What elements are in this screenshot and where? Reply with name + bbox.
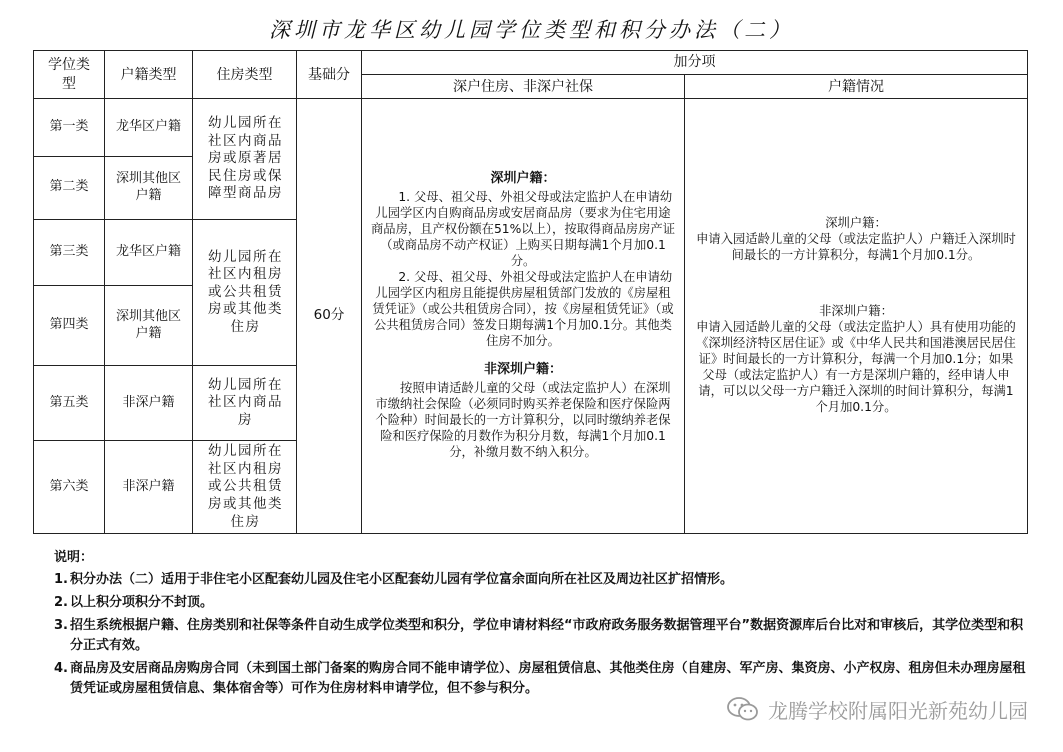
notes-heading: 说明： <box>54 550 94 565</box>
header-huji-type: 户籍类型 <box>105 51 193 99</box>
row-huji-5: 非深户籍 <box>105 365 193 440</box>
watermark-text: 龙腾学校附属阳光新苑幼儿园 <box>768 698 1028 723</box>
header-bonus-housing: 深户住房、非深户社保 <box>362 75 685 99</box>
row-type-3: 第三类 <box>34 220 105 286</box>
row-huji-4: 深圳其他区户籍 <box>105 286 193 365</box>
base-score: 60分 <box>297 99 362 534</box>
note-number: 3. <box>54 618 68 633</box>
housing-group-1: 幼儿园所在社区内商品房或原著居民住房或保障型商品房 <box>193 99 297 220</box>
row-type-6: 第六类 <box>34 441 105 534</box>
header-bonus: 加分项 <box>362 51 1028 75</box>
page-title: 深圳市龙华区幼儿园学位类型和积分办法（二） <box>269 18 794 42</box>
wechat-icon <box>726 696 760 722</box>
bonus-huji-sz-p1: 申请入园适龄儿童的父母（或法定监护人）户籍迁入深圳时间最长的一方计算积分，每满1个月加0.1分。 <box>696 232 1016 263</box>
note-number: 2. <box>54 595 68 610</box>
note-number: 1. <box>54 572 68 587</box>
bonus-huji-cell <box>685 99 1028 534</box>
note-item <box>54 593 1029 613</box>
bonus-housing-sz-head: 深圳户籍： <box>490 171 556 187</box>
note-text: 以上积分项积分不封顶。 <box>70 595 214 610</box>
note-text: 招生系统根据户籍、住房类别和社保等条件自动生成学位类型和积分，学位申请材料经“市政府政务服务数据管理平台”数据资源库后台比对和审核后，其学位类型和积分正式有效。 <box>70 618 1024 653</box>
housing-group-3: 幼儿园所在社区内商品房 <box>193 365 297 440</box>
watermark <box>726 694 1028 724</box>
points-table <box>33 50 1028 534</box>
note-text: 积分办法（二）适用于非住宅小区配套幼儿园及住宅小区配套幼儿园有学位富余面向所在社区及周边社区扩招情形。 <box>70 572 734 587</box>
bonus-housing-sz-p2: 2. 父母、祖父母、外祖父母或法定监护人在申请幼儿园学区内租房且能提供房屋租赁部门发放的《房屋租赁凭证》（或公共租赁房合同），按《房屋租赁凭证》（或公共租赁房合同）签发日期每满1个月加0.1分。其他类住房不加分。 <box>372 270 674 349</box>
header-housing-type: 住房类型 <box>193 51 297 99</box>
note-number: 4. <box>54 661 68 676</box>
housing-group-2: 幼儿园所在社区内租房或公共租赁房或其他类住房 <box>193 220 297 366</box>
header-base-score: 基础分 <box>297 51 362 99</box>
bonus-huji-non-head: 非深圳户籍： <box>819 304 893 319</box>
bonus-housing-sz-p1: 1. 父母、祖父母、外祖父母或法定监护人在申请幼儿园学区内自购商品房或安居商品房（要求为住宅用途商品房，且产权份额在51%以上），按取得商品房房产证（或商品房不动产权证）上购买日期每满1个月加0.1分。 <box>370 190 675 269</box>
bonus-housing-non-p1: 按照申请适龄儿童的父母（或法定监护人）在深圳市缴纳社会保险（必须同时购买养老保险和医疗保险两个险种）时间最长的一方计算积分，以同时缴纳养老保险和医疗保险的月数作为积分月数，每满1个月加0.1分，补缴月数不纳入积分。 <box>375 380 671 459</box>
header-bonus-huji: 户籍情况 <box>685 75 1028 99</box>
bonus-huji-sz-head: 深圳户籍： <box>825 216 887 231</box>
note-item <box>54 570 1029 590</box>
header-degree-type: 学位类型 <box>34 51 105 99</box>
note-text: 商品房及安居商品房购房合同（未到国土部门备案的购房合同不能申请学位）、房屋租赁信息、其他类住房（自建房、军产房、集资房、小产权房、租房但未办理房屋租赁凭证或房屋租赁信息、集体宿舍等）可作为住房材料申请学位，但不参与积分。 <box>70 661 1026 696</box>
row-type-1: 第一类 <box>34 99 105 156</box>
notes-section <box>54 548 1029 702</box>
note-item <box>54 616 1029 656</box>
row-huji-6: 非深户籍 <box>105 441 193 534</box>
note-item <box>54 659 1029 699</box>
bonus-huji-non-p1: 申请入园适龄儿童的父母（或法定监护人）具有使用功能的《深圳经济特区居住证》或《中华人民共和国港澳居民居住证》时间最长的一方计算积分，每满一个月加0.1分；如果父母（或法定监护人）有一方是深圳户籍的，经申请人申请，可以以父母一方户籍迁入深圳的时间计算积分，每满1个月加0.1分。 <box>696 320 1016 415</box>
row-type-2: 第二类 <box>34 156 105 219</box>
bonus-housing-cell <box>362 99 685 534</box>
row-huji-2: 深圳其他区户籍 <box>105 156 193 219</box>
row-huji-1: 龙华区户籍 <box>105 99 193 156</box>
row-huji-3: 龙华区户籍 <box>105 220 193 286</box>
row-type-5: 第五类 <box>34 365 105 440</box>
row-type-4: 第四类 <box>34 286 105 365</box>
housing-group-4: 幼儿园所在社区内租房或公共租赁房或其他类住房 <box>193 441 297 534</box>
bonus-housing-non-head: 非深圳户籍： <box>483 362 562 378</box>
